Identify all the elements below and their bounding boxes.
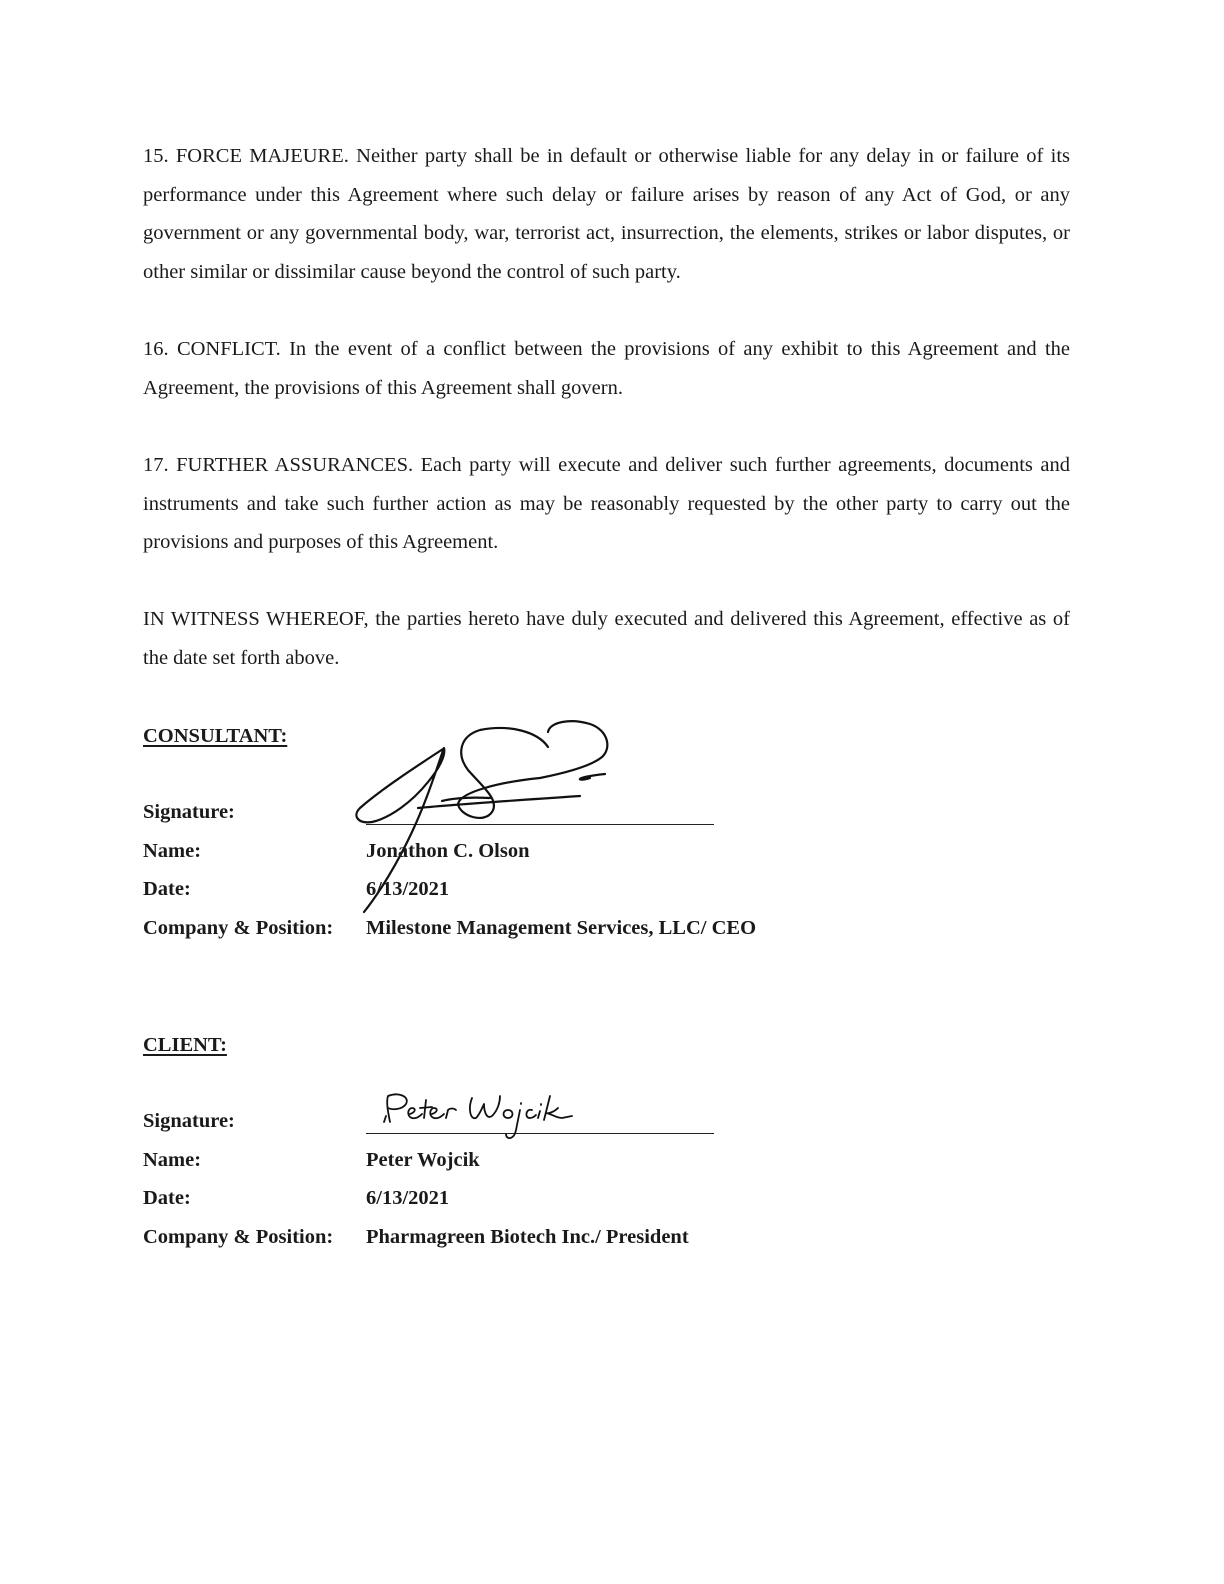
company-position-label: Company & Position: — [143, 917, 334, 939]
client-name: Peter Wojcik — [366, 1149, 480, 1171]
signature-label: Signature: — [143, 801, 235, 823]
witness-statement: IN WITNESS WHEREOF, the parties hereto have duly executed and delivered this Agreement, effective as of the date set forth above. — [143, 608, 1070, 669]
consultant-heading: CONSULTANT: — [143, 725, 288, 747]
consultant-company-row — [143, 913, 1043, 943]
consultant-date-row — [143, 874, 1043, 904]
client-date: 6/13/2021 — [366, 1187, 450, 1209]
client-signature-graphic — [376, 1090, 586, 1146]
client-heading: CLIENT: — [143, 1034, 227, 1056]
date-label: Date: — [143, 878, 191, 900]
client-company-position: Pharmagreen Biotech Inc./ President — [366, 1226, 689, 1248]
clause-conflict: 16. CONFLICT. In the event of a conflict between the provisions of any exhibit to this Agreement and the Agreement, the provisions of this Agreement shall govern. — [143, 338, 1070, 399]
client-name-row — [143, 1145, 1043, 1175]
name-label: Name: — [143, 840, 202, 862]
consultant-name-row — [143, 836, 1043, 866]
name-label: Name: — [143, 1149, 202, 1171]
client-company-row — [143, 1222, 1043, 1252]
consultant-company-position: Milestone Management Services, LLC/ CEO — [366, 917, 757, 939]
signature-label: Signature: — [143, 1110, 235, 1132]
clause-further-assurances: 17. FURTHER ASSURANCES. Each party will execute and deliver such further agreements, documents and instruments and take such further action as may be reasonably requested by the other party to carry out the provisions and purposes of this Agreement. — [143, 454, 1070, 554]
date-label: Date: — [143, 1187, 191, 1209]
client-date-row — [143, 1183, 1043, 1213]
clause-force-majeure: 15. FORCE MAJEURE. Neither party shall be in default or otherwise liable for any delay in or failure of its performance under this Agreement where such delay or failure arises by reason of any Act of God, or any government or any governmental body, war, terrorist act, insurrection, the elements, strikes or labor disputes, or other similar or dissimilar cause beyond the control of such party. — [143, 145, 1070, 284]
company-position-label: Company & Position: — [143, 1226, 334, 1248]
consultant-date: 6/13/2021 — [366, 878, 450, 900]
consultant-name: Jonathon C. Olson — [366, 840, 530, 862]
client-signature-row — [143, 1106, 1043, 1136]
